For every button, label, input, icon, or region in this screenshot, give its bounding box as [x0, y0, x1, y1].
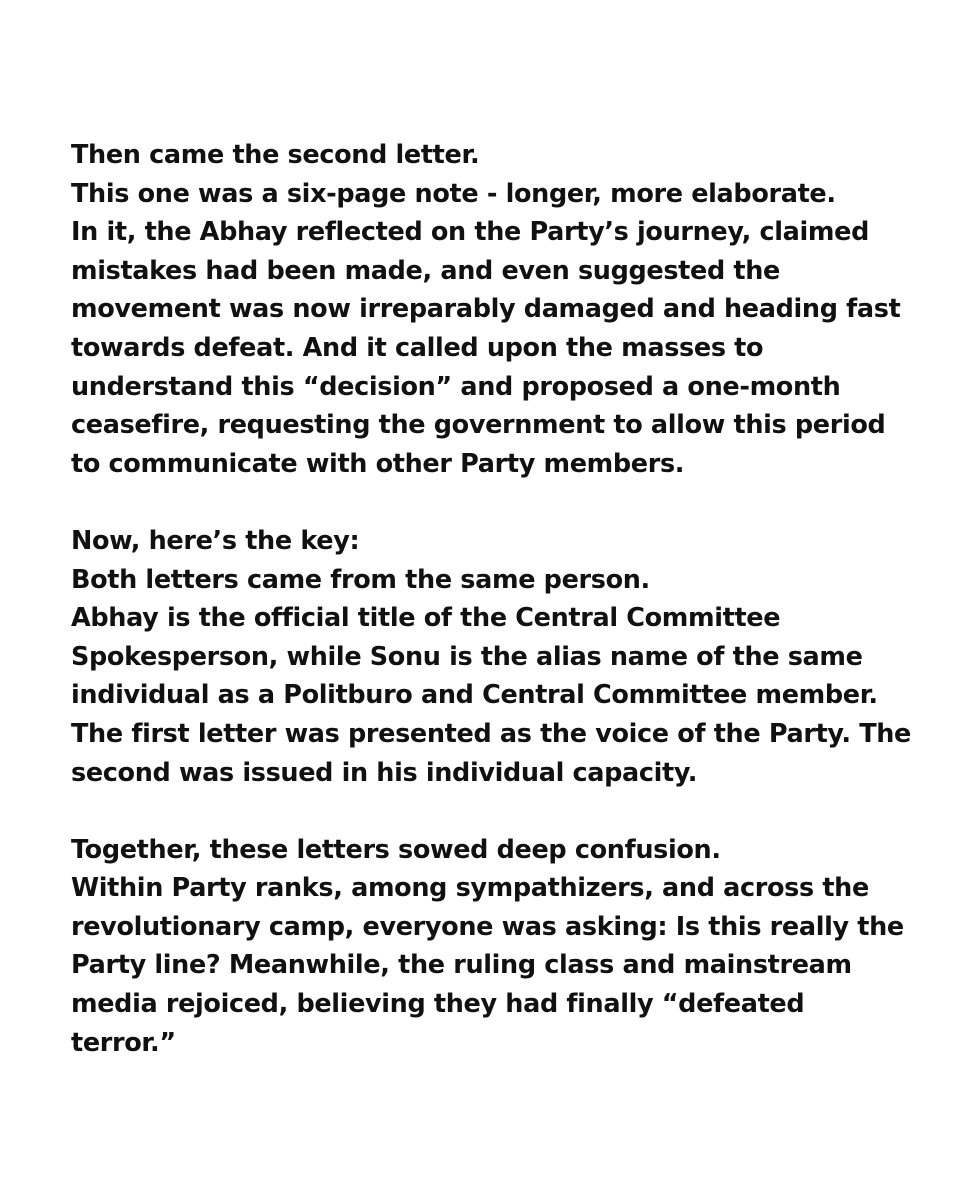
text-line: Both letters came from the same person. [71, 564, 650, 595]
paragraph-gap [71, 792, 901, 831]
text-line: Together, these letters sowed deep confusion. [71, 834, 721, 865]
text-line: second was issued in his individual capacity. [71, 757, 698, 788]
text-line: media rejoiced, believing they had finally “defeated [71, 989, 805, 1020]
text-line: Then came the second letter. [71, 140, 480, 170]
text-line: understand this “decision” and proposed a one-month [71, 371, 841, 402]
paragraph-1 [71, 136, 901, 483]
text-line: In it, the Abhay reflected on the Party’s journey, claimed [71, 217, 870, 248]
text-line: The first letter was presented as the voice of the Party. The [71, 718, 911, 749]
paragraph-gap [71, 483, 901, 522]
text-line: Within Party ranks, among sympathizers, and across the [71, 873, 869, 904]
text-line: mistakes had been made, and even suggested the [71, 255, 780, 286]
text-line: Spokesperson, while Sonu is the alias name of the same [71, 641, 863, 672]
text-line: movement was now irreparably damaged and heading fast [71, 294, 901, 325]
text-line: Party line? Meanwhile, the ruling class and mainstream [71, 950, 852, 981]
paragraph-3 [71, 831, 904, 1063]
text-line: Now, here’s the key: [71, 525, 360, 556]
text-line: Abhay is the official title of the Central Committee [71, 603, 781, 634]
body-text [71, 136, 911, 1062]
text-line: terror.” [71, 1027, 176, 1058]
text-line: to communicate with other Party members. [71, 448, 685, 479]
text-line: individual as a Politburo and Central Committee member. [71, 680, 878, 711]
text-line: revolutionary camp, everyone was asking: Is this really the [71, 911, 904, 942]
paragraph-2 [71, 522, 911, 792]
text-line: towards defeat. And it called upon the masses to [71, 332, 764, 363]
text-line: This one was a six-page note - longer, more elaborate. [71, 178, 836, 209]
text-line: ceasefire, requesting the government to allow this period [71, 410, 886, 441]
